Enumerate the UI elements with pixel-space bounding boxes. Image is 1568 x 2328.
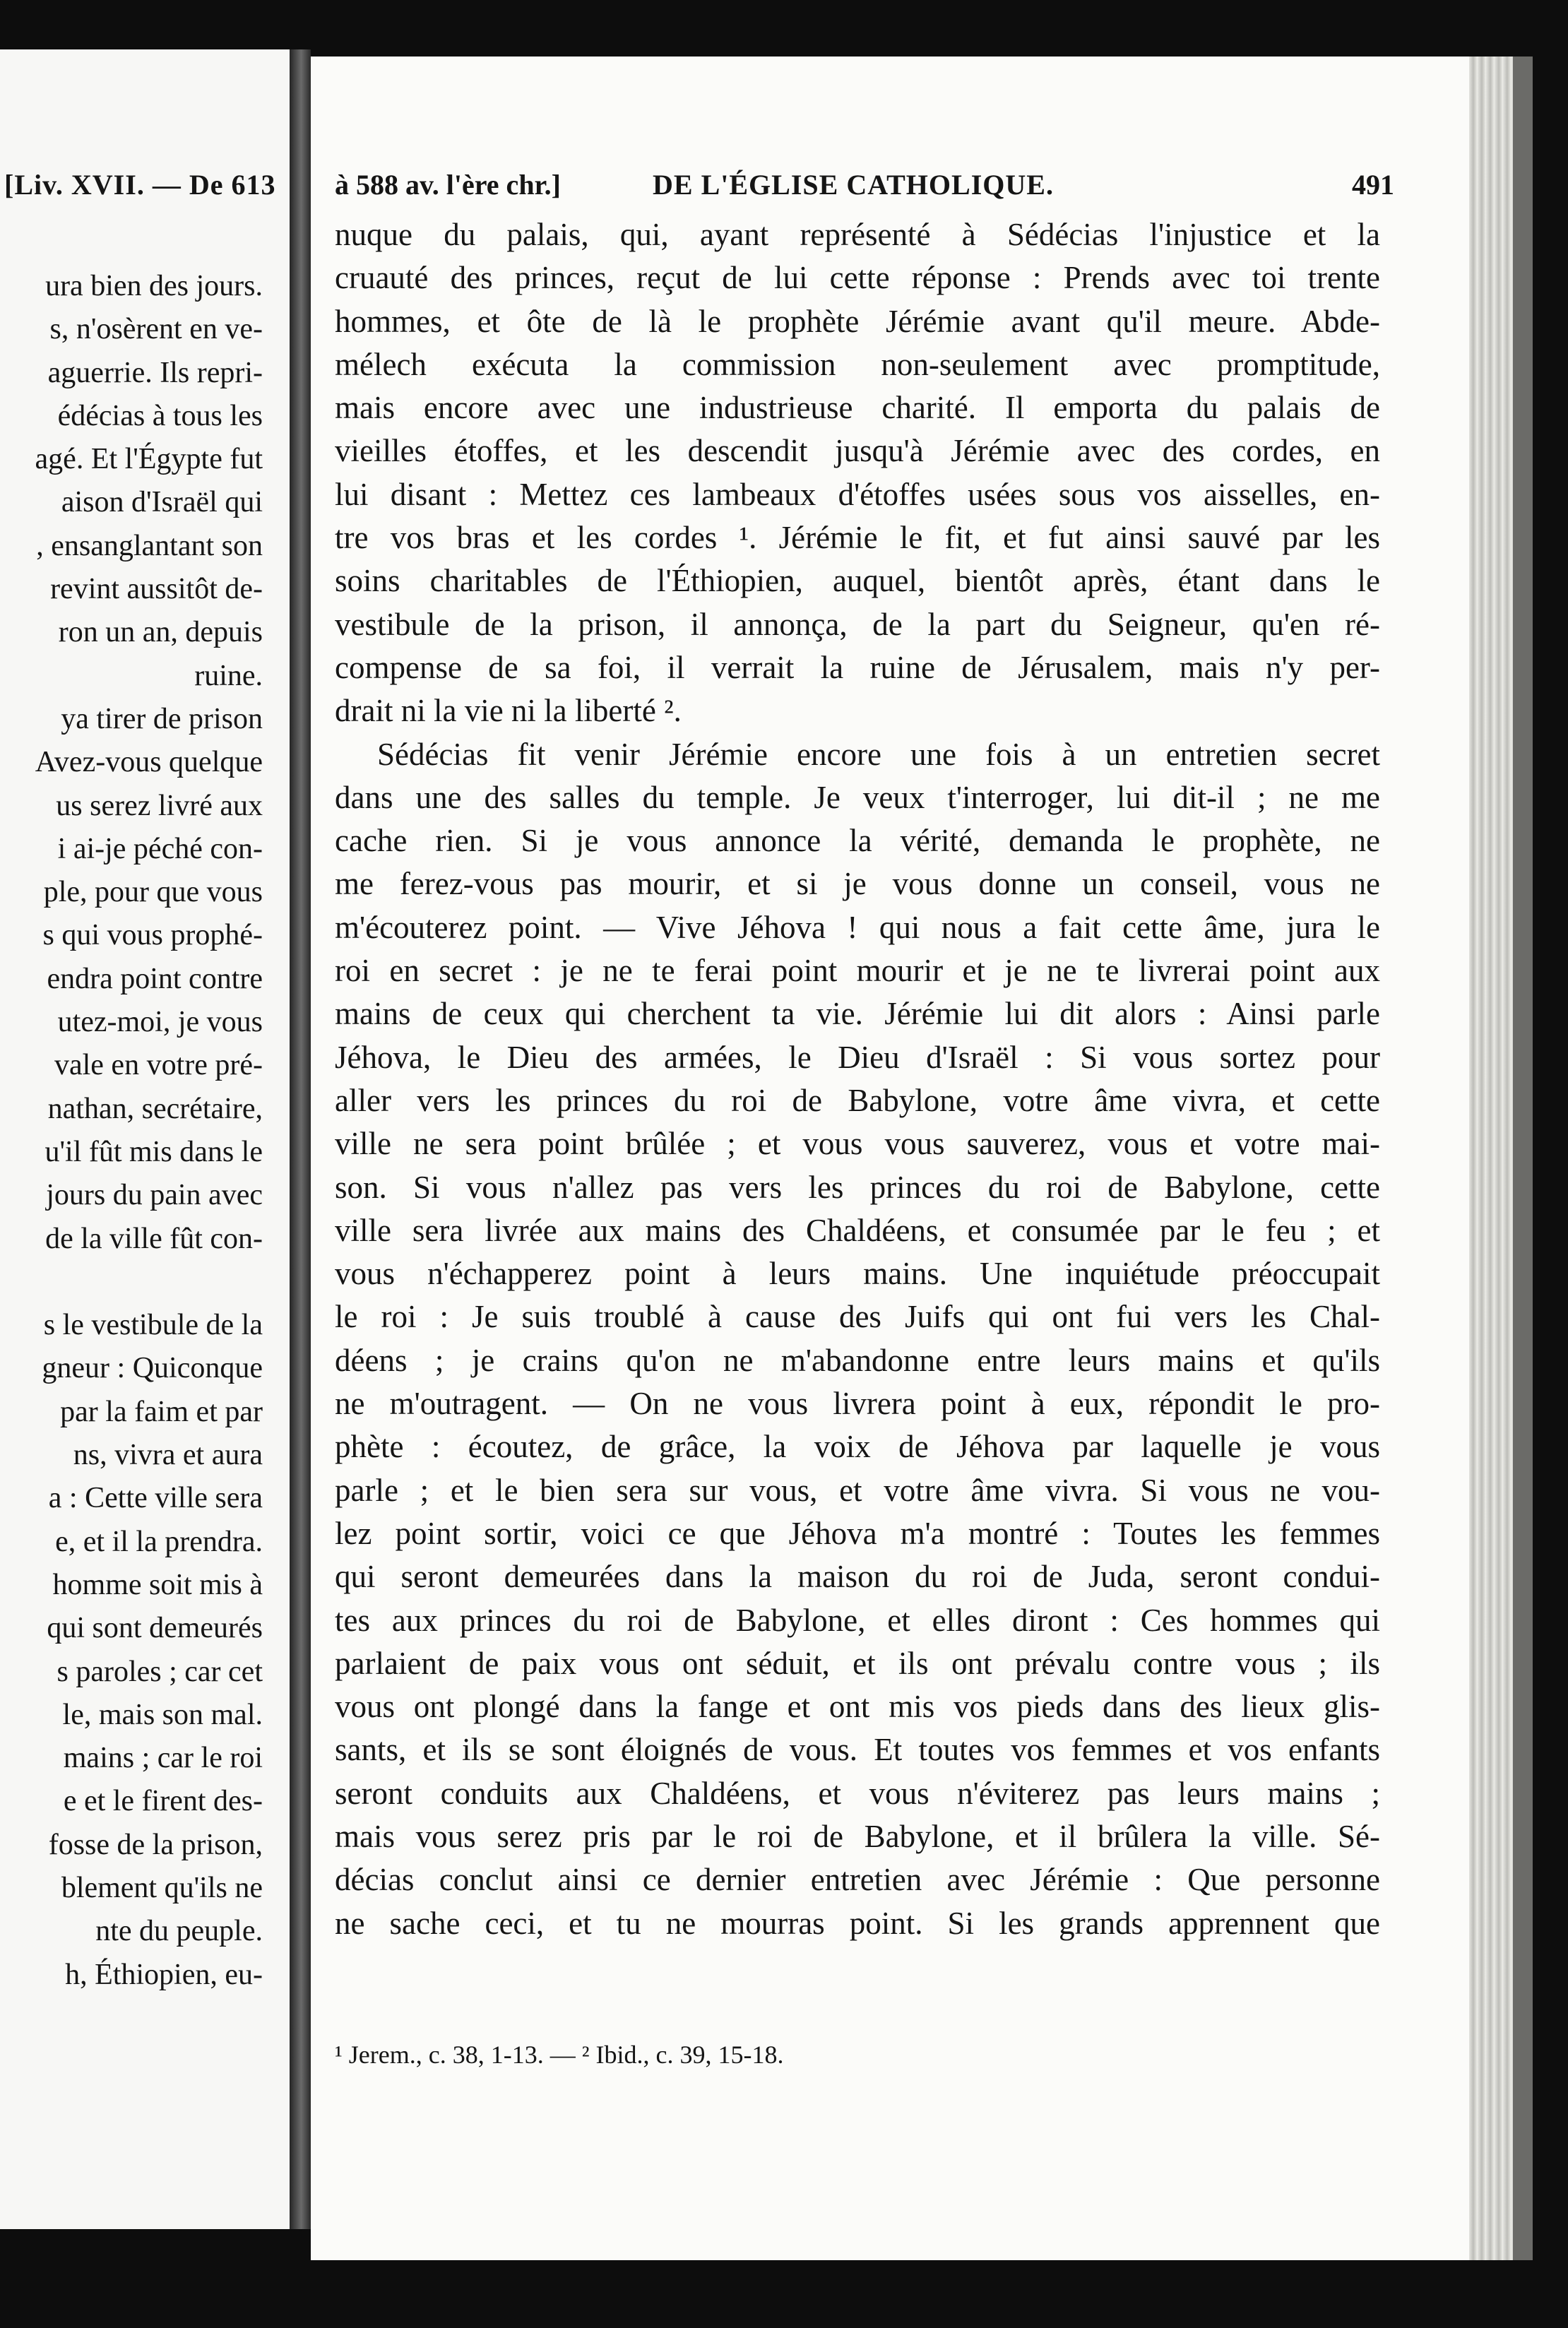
facing-page-line: Avez-vous quelque (35, 746, 263, 779)
text-line: mais encore avec une industrieuse charité. Il emporta du palais de (335, 390, 1380, 426)
text-line: phète : écoutez, de grâce, la voix de Jéhova par laquelle je vous (335, 1429, 1380, 1465)
facing-page-line: s le vestibule de la (43, 1309, 263, 1342)
text-line: hommes, et ôte de là le prophète Jérémie avant qu'il meure. Abde- (335, 303, 1380, 339)
text-line: mains de ceux qui cherchent ta vie. Jérémie lui dit alors : Ainsi parle (335, 996, 1380, 1032)
facing-page-line: ura bien des jours. (45, 270, 263, 302)
book-gutter (290, 49, 311, 2229)
facing-page-line: a : Cette ville sera (48, 1482, 263, 1515)
text-line: déens ; je crains qu'on ne m'abandonne entre leurs mains et qu'ils (335, 1342, 1380, 1378)
facing-page-line: ron un an, depuis (58, 616, 263, 649)
facing-page-line: de la ville fût con- (45, 1222, 263, 1255)
facing-page-line: revint aussitôt de- (50, 573, 263, 606)
facing-page-line: jours du pain avec (46, 1179, 263, 1212)
facing-page-line: ns, vivra et aura (73, 1439, 263, 1472)
text-line: vieilles étoffes, et les descendit jusqu'à Jérémie avec des cordes, en (335, 433, 1380, 469)
text-line: me ferez-vous pas mourir, et si je vous donne un conseil, vous ne (335, 866, 1380, 902)
body-text (335, 213, 1380, 1945)
facing-page-line: ruine. (194, 659, 263, 692)
facing-page-line: us serez livré aux (56, 789, 263, 822)
text-line: ne m'outragent. — On ne vous livrera point à eux, répondit le pro- (335, 1386, 1380, 1422)
text-line: parle ; et le bien sera sur vous, et votre âme vivra. Si vous ne vou- (335, 1472, 1380, 1508)
facing-page-line: gneur : Quiconque (42, 1352, 263, 1385)
text-line: soins charitables de l'Éthiopien, auquel, bientôt après, étant dans le (335, 563, 1380, 599)
facing-page-line: par la faim et par (60, 1395, 263, 1428)
facing-page-line: nte du peuple. (95, 1915, 263, 1948)
book-cover-edge (1513, 57, 1533, 2260)
text-line: nuque du palais, qui, ayant représenté à Sédécias l'injustice et la (335, 217, 1380, 252)
text-line: roi en secret : je ne te ferai point mourir et je ne te livrerai point aux (335, 953, 1380, 989)
page-number: 491 (1352, 169, 1394, 201)
facing-page-line: ya tirer de prison (61, 702, 263, 735)
text-line: ville sera livrée aux mains des Chaldéens, et consumée par le feu ; et (335, 1212, 1380, 1248)
facing-page-line: le, mais son mal. (62, 1698, 263, 1731)
text-line: ville ne sera point brûlée ; et vous vous sauverez, vous et votre mai- (335, 1126, 1380, 1162)
text-line: cache rien. Si je vous annonce la vérité, demanda le prophète, ne (335, 823, 1380, 859)
text-line: mais vous serez pris par le roi de Babylone, et il brûlera la ville. Sé- (335, 1818, 1380, 1854)
text-line: Sédécias fit venir Jérémie encore une fois à un entretien secret (377, 736, 1380, 772)
facing-page-line: aison d'Israël qui (61, 486, 263, 519)
facing-page-line: nathan, secrétaire, (47, 1092, 263, 1125)
facing-page-line: édécias à tous les (57, 399, 263, 432)
text-line: cruauté des princes, reçut de lui cette réponse : Prends avec toi trente (335, 260, 1380, 296)
text-line: dans une des salles du temple. Je veux t'interroger, lui dit-il ; ne me (335, 779, 1380, 815)
facing-page (0, 49, 290, 2229)
facing-page-line: u'il fût mis dans le (44, 1135, 263, 1168)
facing-page-line (35, 1261, 263, 1304)
text-line: mélech exécuta la commission non-seulement avec promptitude, (335, 346, 1380, 382)
facing-page-line: endra point contre (47, 962, 263, 995)
text-line: décias conclut ainsi ce dernier entretien avec Jérémie : Que personne (335, 1862, 1380, 1898)
facing-page-line: i ai-je péché con- (57, 832, 263, 865)
text-line: parlaient de paix vous ont séduit, et ils ont prévalu contre vous ; ils (335, 1645, 1380, 1681)
text-line: le roi : Je suis troublé à cause des Juifs qui ont fui vers les Chal- (335, 1299, 1380, 1335)
facing-page-line: agé. Et l'Égypte fut (35, 443, 263, 476)
facing-page-line: qui sont demeurés (47, 1612, 263, 1645)
facing-page-line: fosse de la prison, (48, 1828, 263, 1861)
text-line: qui seront demeurées dans la maison du roi de Juda, seront condui- (335, 1559, 1380, 1595)
text-line: tre vos bras et les cordes ¹. Jérémie le fit, et fut ainsi sauvé par les (335, 520, 1380, 556)
facing-page-line: s, n'osèrent en ve- (49, 313, 263, 346)
facing-page-line: , ensanglantant son (36, 529, 263, 562)
text-line: lui disant : Mettez ces lambeaux d'étoffes usées sous vos aisselles, en- (335, 476, 1380, 512)
text-line: lez point sortir, voici ce que Jéhova m'a montré : Toutes les femmes (335, 1515, 1380, 1551)
text-line: m'écouterez point. — Vive Jéhova ! qui nous a fait cette âme, jura le (335, 909, 1380, 945)
facing-page-line: aguerrie. Ils repri- (47, 356, 263, 389)
facing-page-running-head: [Liv. XVII. — De 613 (4, 169, 276, 201)
facing-page-line: s qui vous prophé- (42, 919, 263, 952)
text-line: vous ont plongé dans la fange et ont mis vos pieds dans des lieux glis- (335, 1689, 1380, 1725)
facing-page-line: homme soit mis à (52, 1568, 263, 1601)
footnote: ¹ Jerem., c. 38, 1-13. — ² Ibid., c. 39, 15-18. (335, 2041, 784, 2069)
facing-page-line: e et le firent des- (63, 1785, 263, 1818)
facing-page-line: blement qu'ils ne (61, 1871, 263, 1904)
facing-page-text (35, 265, 263, 1997)
running-head-title: DE L'ÉGLISE CATHOLIQUE. (653, 169, 1054, 201)
text-line: drait ni la vie ni la liberté ². (335, 693, 682, 729)
text-line: seront conduits aux Chaldéens, et vous n'éviterez pas leurs mains ; (335, 1775, 1380, 1811)
main-page (311, 57, 1469, 2260)
text-line: tes aux princes du roi de Babylone, et elles diront : Ces hommes qui (335, 1602, 1380, 1638)
facing-page-line: ple, pour que vous (43, 876, 263, 909)
facing-page-line: utez-moi, je vous (57, 1006, 263, 1039)
text-line: vestibule de la prison, il annonça, de la part du Seigneur, qu'en ré- (335, 606, 1380, 642)
text-line: sants, et ils se sont éloignés de vous. Et toutes vos femmes et vos enfants (335, 1732, 1380, 1768)
running-head (335, 168, 1394, 203)
text-line: Jéhova, le Dieu des armées, le Dieu d'Israël : Si vous sortez pour (335, 1039, 1380, 1075)
facing-page-line: vale en votre pré- (54, 1049, 263, 1082)
facing-page-line: e, et il la prendra. (55, 1525, 263, 1558)
text-line: vous n'échapperez point à leurs mains. Une inquiétude préoccupait (335, 1256, 1380, 1292)
facing-page-line: mains ; car le roi (63, 1742, 263, 1775)
running-head-date: à 588 av. l'ère chr.] (335, 169, 561, 201)
text-line: compense de sa foi, il verrait la ruine de Jérusalem, mais n'y per- (335, 649, 1380, 685)
text-line: aller vers les princes du roi de Babylone, votre âme vivra, et cette (335, 1082, 1380, 1118)
text-line: son. Si vous n'allez pas vers les princes du roi de Babylone, cette (335, 1169, 1380, 1205)
text-line: ne sache ceci, et tu ne mourras point. Si les grands apprennent que (335, 1905, 1380, 1941)
facing-page-line: s paroles ; car cet (57, 1655, 263, 1688)
facing-page-line: h, Éthiopien, eu- (65, 1958, 263, 1991)
